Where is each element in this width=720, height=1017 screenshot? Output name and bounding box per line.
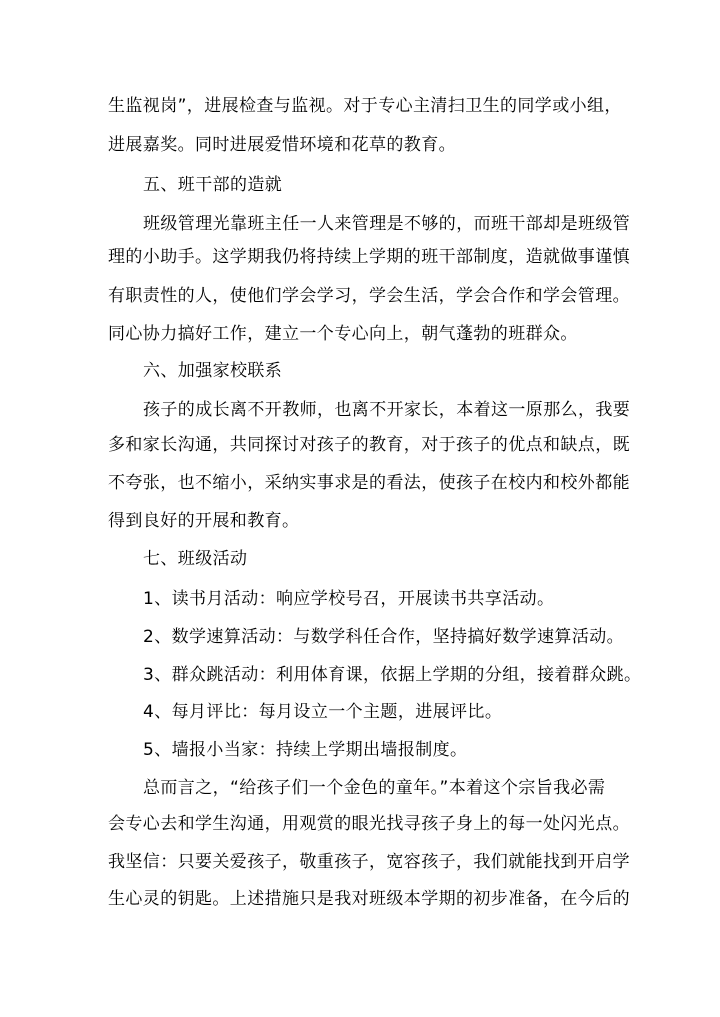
paragraph-line: 生监视岗”，进展检查与监视。对于专心主清扫卫生的同学或小组， [108, 96, 622, 116]
paragraph-line: 孩子的成长离不开教师，也离不开家长，本着这一原那么，我要 [143, 400, 631, 420]
paragraph-line: 不夸张，也不缩小，采纳实事求是的看法，使孩子在校内和校外都能 [108, 473, 630, 493]
paragraph-line: 多和家长沟通，共同探讨对孩子的教育，对于孩子的优点和缺点，既 [108, 435, 630, 455]
paragraph-line: 得到良好的开展和教育。 [108, 511, 300, 531]
paragraph-line: 进展嘉奖。同时进展爱惜环境和花草的教育。 [108, 135, 456, 155]
paragraph-line: 总而言之，“给孩子们一个金色的童年。”本着这个宗旨我必需 [143, 778, 606, 798]
paragraph-line: 理的小助手。这学期我仍将持续上学期的班干部制度，造就做事谨慎 [108, 247, 630, 267]
paragraph-line: 同心协力搞好工作，建立一个专心向上，朝气蓬勃的班群众。 [108, 324, 578, 344]
paragraph-line: 有职责性的人，使他们学会学习，学会生活，学会合作和学会管理。 [108, 286, 630, 306]
list-item: 4、每月评比：每月设立一个主题，进展评比。 [143, 702, 503, 722]
paragraph-line: 我坚信：只要关爱孩子，敬重孩子，宽容孩子，我们就能找到开启学 [108, 852, 630, 872]
list-item: 3、群众跳活动：利用体育课，依据上学期的分组，接着群众跳。 [143, 665, 642, 685]
section-heading: 五、班干部的造就 [143, 175, 283, 195]
list-item: 2、数学速算活动：与数学科任合作，坚持搞好数学速算活动。 [143, 627, 625, 647]
section-heading: 六、加强家校联系 [143, 361, 283, 381]
paragraph-line: 生心灵的钥匙。上述措施只是我对班级本学期的初步准备，在今后的 [108, 889, 630, 909]
section-heading: 七、班级活动 [143, 549, 248, 569]
paragraph-line: 会专心去和学生沟通，用观赏的眼光找寻孩子身上的每一处闪光点。 [108, 814, 630, 834]
list-item: 5、墙报小当家：持续上学期出墙报制度。 [143, 740, 468, 760]
list-item: 1、读书月活动：响应学校号召，开展读书共享活动。 [143, 589, 555, 609]
paragraph-line: 班级管理光靠班主任一人来管理是不够的，而班干部却是班级管 [143, 214, 631, 234]
